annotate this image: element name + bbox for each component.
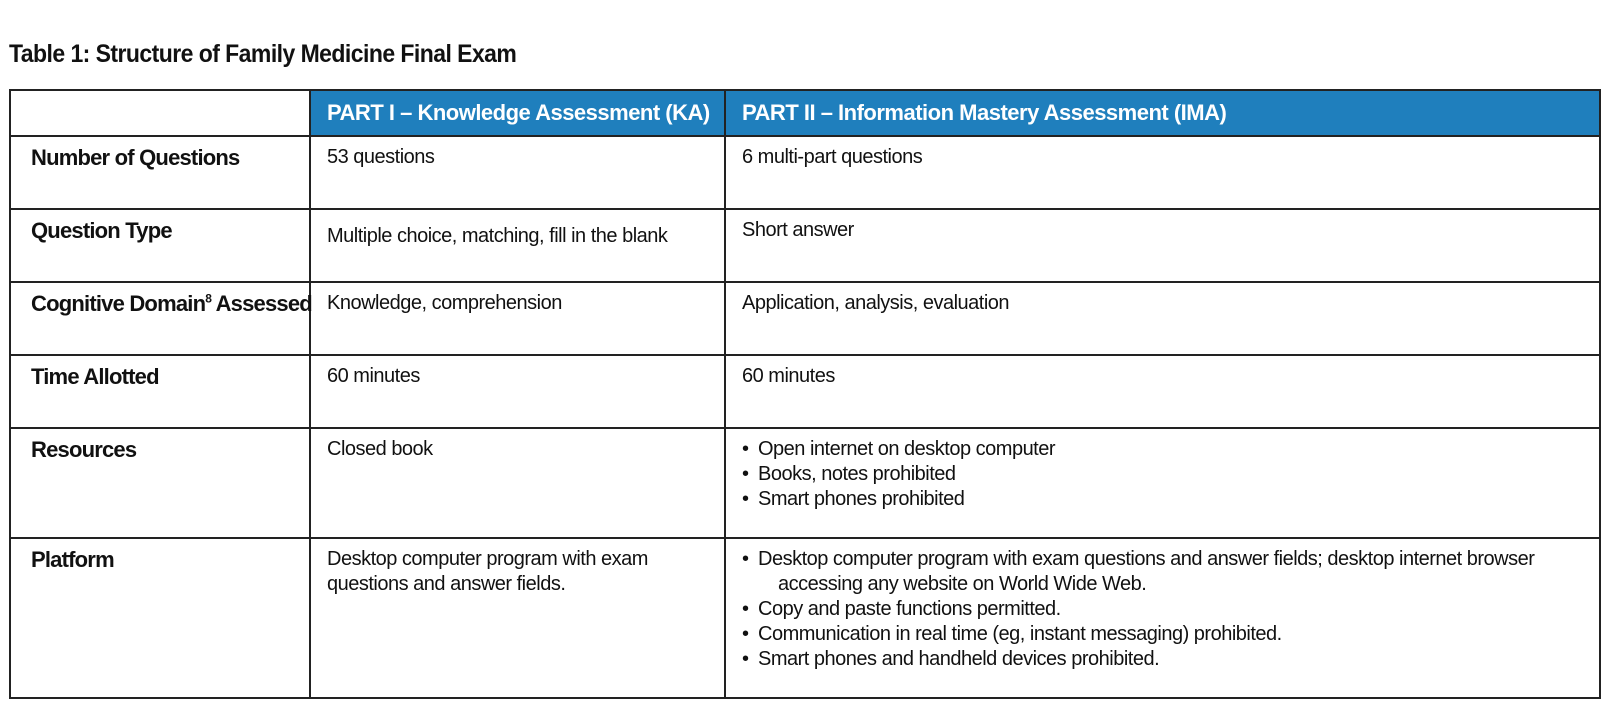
row-label-cognitive-domain [10, 282, 310, 355]
part1-cell: Knowledge, comprehension [310, 282, 725, 355]
footnote-marker: 8 [205, 291, 212, 306]
part2-cell [725, 538, 1600, 698]
list-item-text: Communication in real time (eg, instant messaging) prohibited. [758, 623, 1282, 645]
part2-cell: Short answer [725, 209, 1600, 282]
table-row-question-type [10, 209, 1600, 282]
part1-cell: Desktop computer program with exam questions and answer fields. [310, 538, 725, 698]
list-item [742, 647, 1587, 672]
list-item-text: Smart phones prohibited [758, 488, 965, 510]
list-item-text: Open internet on desktop computer [758, 438, 1056, 460]
exam-structure-table [9, 89, 1601, 699]
bullet-list [742, 547, 1587, 672]
list-item-text: Smart phones and handheld devices prohibited. [758, 648, 1160, 670]
list-item [742, 622, 1587, 647]
bullet: • [742, 548, 749, 570]
bullet: • [742, 598, 749, 620]
bullet: • [742, 623, 749, 645]
list-item-text: Books, notes prohibited [758, 463, 956, 485]
header-part2: PART II – Information Mastery Assessment (IMA) [725, 90, 1600, 136]
bullet-list [742, 437, 1587, 512]
row-label: Platform [10, 538, 310, 698]
list-item-continuation: accessing any website on World Wide Web. [778, 573, 1147, 595]
part2-cell: 60 minutes [725, 355, 1600, 428]
table-row-number-of-questions [10, 136, 1600, 209]
list-item [742, 462, 1587, 487]
part2-cell [725, 428, 1600, 538]
part2-cell: Application, analysis, evaluation [725, 282, 1600, 355]
bullet: • [742, 463, 749, 485]
bullet: • [742, 488, 749, 510]
list-item [742, 437, 1587, 462]
bullet: • [742, 648, 749, 670]
part1-cell: Closed book [310, 428, 725, 538]
list-item [742, 547, 1587, 597]
header-blank-cell [10, 90, 310, 136]
row-label: Time Allotted [10, 355, 310, 428]
table-row-time-allotted [10, 355, 1600, 428]
table-row-resources [10, 428, 1600, 538]
part1-cell: 53 questions [310, 136, 725, 209]
list-item [742, 597, 1587, 622]
table-row-cognitive-domain [10, 282, 1600, 355]
table-row-platform [10, 538, 1600, 698]
table-header-row [10, 90, 1600, 136]
row-label: Number of Questions [10, 136, 310, 209]
row-label: Resources [10, 428, 310, 538]
list-item [742, 487, 1587, 512]
row-label-text: Cognitive Domain [31, 291, 206, 316]
bullet: • [742, 438, 749, 460]
part1-cell: Multiple choice, matching, fill in the blank [310, 209, 725, 282]
list-item-text: Copy and paste functions permitted. [758, 598, 1061, 620]
list-item-text: Desktop computer program with exam questions and answer fields; desktop internet browser [758, 548, 1535, 570]
part1-cell: 60 minutes [310, 355, 725, 428]
row-label-suffix: Assessed [211, 291, 312, 316]
row-label: Question Type [10, 209, 310, 282]
part2-cell: 6 multi-part questions [725, 136, 1600, 209]
table-caption: Table 1: Structure of Family Medicine Final Exam [9, 40, 517, 68]
header-part1: PART I – Knowledge Assessment (KA) [310, 90, 725, 136]
